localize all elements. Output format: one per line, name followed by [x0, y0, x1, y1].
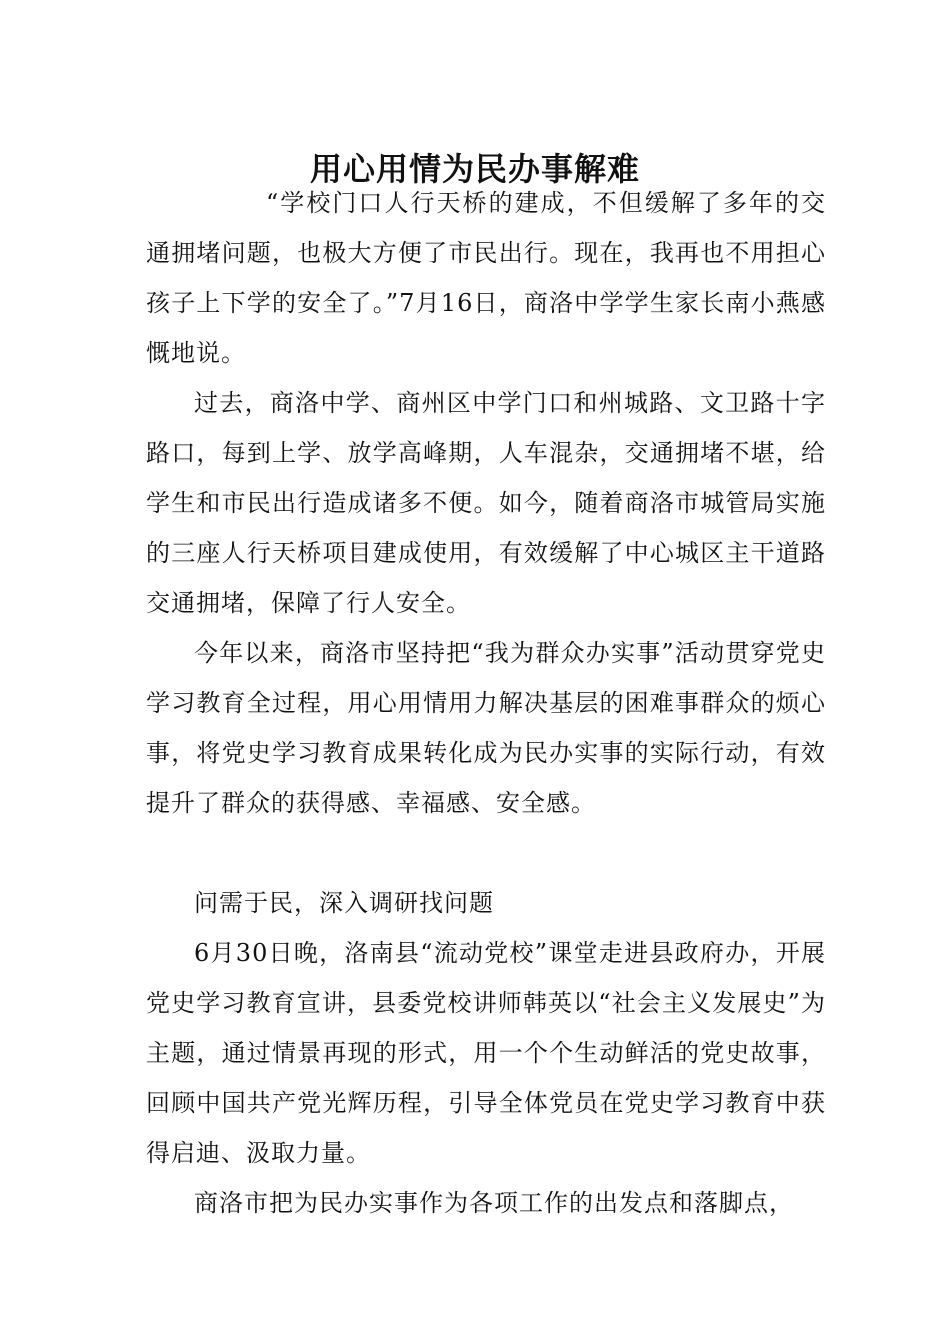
paragraph-spacer: [146, 828, 826, 878]
section-heading: 问需于民，深入调研找问题: [194, 889, 494, 917]
paragraph-1: “学校门口人行天桥的建成，不但缓解了多年的交通拥堵问题，也极大方便了市民出行。现在，我再也不用担心孩子上下学的安全了。”7月16日，商洛中学学生家长南小燕感慨地说。: [146, 189, 826, 367]
paragraph-4: 6月30日晚，洛南县“流动党校”课堂走进县政府办，开展党史学习教育宣讲，县委党校讲师韩英以“社会主义发展史”为主题，通过情景再现的形式，用一个个生动鲜活的党史故事，回顾中国共产党光辉历程，引导全体党员在党史学习教育中获得启迪、汲取力量。: [146, 939, 826, 1167]
paragraph-2: 过去，商洛中学、商州区中学门口和州城路、文卫路十字路口，每到上学、放学高峰期，人车混杂，交通拥堵不堪，给学生和市民出行造成诸多不便。如今，随着商洛市城管局实施的三座人行天桥项目建成使用，有效缓解了中心城区主干道路交通拥堵，保障了行人安全。: [146, 389, 826, 617]
paragraph-3: 今年以来，商洛市坚持把“我为群众办实事”活动贯穿党史学习教育全过程，用心用情用力解决基层的困难事群众的烦心事，将党史学习教育成果转化成为民办实事的实际行动，有效提升了群众的获得感、幸福感、安全感。: [146, 639, 826, 817]
paragraph-5: 商洛市把为民办实事作为各项工作的出发点和落脚点，: [194, 1189, 794, 1217]
document-title: 用心用情为民办事解难: [309, 150, 640, 189]
article-body: [146, 178, 826, 1228]
